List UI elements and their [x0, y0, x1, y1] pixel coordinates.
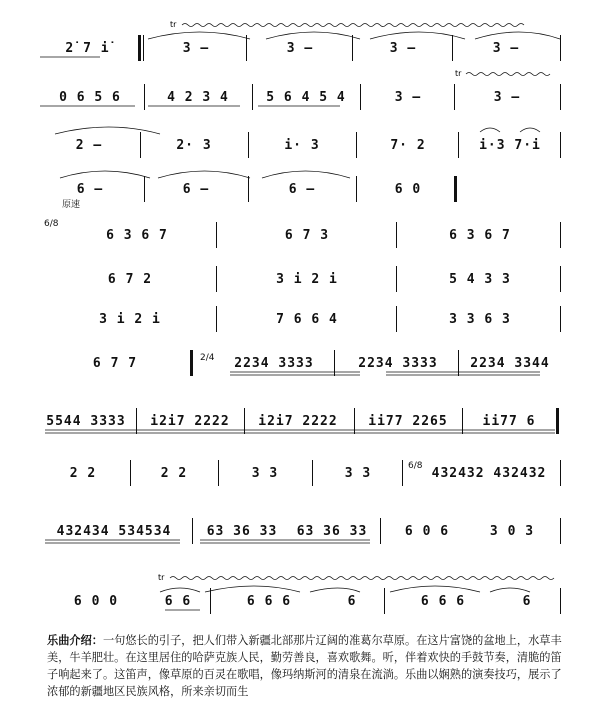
barline [560, 222, 561, 248]
measure-6-2: 3 i 2 i [276, 271, 338, 287]
measure-10-2: 2 2 [160, 465, 188, 481]
measure-4-4: 6 0 [394, 181, 422, 197]
measure-11-4: 6 0 6 [404, 523, 450, 539]
barline [216, 266, 217, 292]
score-row-12 [40, 573, 565, 618]
description-text: 一句悠长的引子，把人们带入新疆北部那片辽阔的准葛尔草原。在这片富饶的盆地上，水草丰美，牛羊肥壮。在这里居住的哈萨克族人民，勤劳善良，喜欢歌舞。听，伴着欢快的手鼓节奏，清脆的笛子响起来了。这笛声，像草原的百灵在歌唱，像玛纳斯河的清泉在流淌。乐曲以娴熟的演奏技巧，展示了浓郁的新疆地区民族风格，所来亲切而生 [47, 634, 562, 698]
barline [356, 132, 357, 158]
measure-12-2: 6 6 [164, 593, 192, 609]
barline [560, 266, 561, 292]
barline [560, 306, 561, 332]
barline [248, 132, 249, 158]
barline [380, 518, 381, 544]
measure-2-4: 3 – [394, 89, 422, 105]
measure-3-4: 7· 2 [390, 137, 426, 153]
svg-text:tr: tr [158, 573, 165, 582]
barline [130, 460, 131, 486]
measure-12-3: 6 6 6 [246, 593, 292, 609]
measure-10-5: 432432 432432 [431, 465, 547, 481]
measure-5-3: 6 3 6 7 [449, 227, 511, 243]
measure-10-4: 3 3 [344, 465, 372, 481]
barline [560, 35, 561, 61]
time-signature: 2/4 [200, 353, 215, 363]
barline [354, 408, 355, 434]
score-row-4 [40, 166, 565, 206]
barline [248, 176, 249, 202]
barline [396, 306, 397, 332]
score-row-3 [40, 122, 565, 162]
measure-5-2: 6 7 3 [284, 227, 330, 243]
measure-9-1: 5544 3333 [46, 413, 126, 429]
score-row-11 [40, 508, 565, 548]
barline [246, 35, 247, 61]
score-row-8 [40, 340, 565, 380]
barline [396, 222, 397, 248]
measure-8-1: 6 7 7 [92, 355, 138, 371]
measure-6-1: 6 7 2 [107, 271, 153, 287]
measure-1-2: 3 – [182, 40, 210, 56]
svg-text:tr: tr [455, 69, 462, 78]
barline [384, 588, 385, 614]
measure-12-6: 6 [522, 593, 532, 609]
measure-8-4: 2234 3344 [470, 355, 550, 371]
score-row-2 [40, 69, 565, 114]
measure-11-1: 432434 534534 [56, 523, 172, 539]
repeat-barline [138, 35, 141, 61]
repeat-barline [556, 408, 559, 434]
measure-11-3: 63 36 33 [296, 523, 368, 539]
svg-text:tr: tr [170, 20, 177, 29]
barline [244, 408, 245, 434]
score-row-10 [40, 450, 565, 490]
barline [452, 35, 453, 61]
barline [454, 176, 457, 202]
measure-11-2: 63 36 33 [206, 523, 278, 539]
measure-9-5: ii77 6 [482, 413, 536, 429]
measure-12-1: 6 0 0 [73, 593, 119, 609]
barline [252, 84, 253, 110]
measure-1-5: 3 – [492, 40, 520, 56]
measure-4-1: 6 – [76, 181, 104, 197]
barline [140, 132, 141, 158]
barline [352, 35, 353, 61]
barline [402, 460, 403, 486]
measure-10-1: 2 2 [69, 465, 97, 481]
score-row-1 [40, 20, 565, 65]
measure-1-1: 2̇ 7 i̇ [65, 40, 110, 56]
barline [356, 176, 357, 202]
description-title: 乐曲介绍： [47, 634, 103, 647]
measure-10-3: 3 3 [251, 465, 279, 481]
barline [454, 84, 455, 110]
measure-7-3: 3 3 6 3 [449, 311, 511, 327]
barline [192, 518, 193, 544]
measure-9-2: i2i7 2222 [150, 413, 230, 429]
time-signature: 6/8 [44, 219, 59, 229]
barline [360, 84, 361, 110]
barline [458, 350, 459, 376]
measure-2-3: 5 6 4 5 4 [266, 89, 346, 105]
barline [218, 460, 219, 486]
barline [462, 408, 463, 434]
measure-6-3: 5 4 3 3 [449, 271, 511, 287]
measure-2-1: 0 6 5 6 [59, 89, 121, 105]
barline [136, 408, 137, 434]
measure-3-2: 2· 3 [176, 137, 212, 153]
measure-3-5: i·3 7·i [479, 137, 541, 153]
measure-2-2: 4 2 3 4 [167, 89, 229, 105]
measure-3-3: i· 3 [284, 137, 320, 153]
score-row-9 [40, 398, 565, 438]
measure-1-3: 3 – [286, 40, 314, 56]
barline [144, 176, 145, 202]
barline [396, 266, 397, 292]
measure-4-2: 6 – [182, 181, 210, 197]
repeat-barline [190, 350, 193, 376]
measure-3-1: 2 – [75, 137, 103, 153]
barline [216, 306, 217, 332]
tempo-mark: 原速 [62, 200, 81, 210]
score-row-6 [40, 256, 565, 296]
barline [458, 132, 459, 158]
barline [312, 460, 313, 486]
score-row-5 [40, 212, 565, 252]
measure-8-2: 2234 3333 [234, 355, 314, 371]
measure-1-4: 3 – [389, 40, 417, 56]
barline [143, 35, 144, 61]
measure-12-4: 6 [347, 593, 357, 609]
measure-4-3: 6 – [288, 181, 316, 197]
barline [560, 460, 561, 486]
barline [334, 350, 335, 376]
measure-11-5: 3 0 3 [489, 523, 535, 539]
measure-8-3: 2234 3333 [358, 355, 438, 371]
measure-9-3: i2i7 2222 [258, 413, 338, 429]
barline [210, 588, 211, 614]
barline [560, 132, 561, 158]
time-signature: 6/8 [408, 461, 423, 471]
measure-7-2: 7 6 6 4 [276, 311, 338, 327]
measure-12-5: 6 6 6 [420, 593, 466, 609]
barline [560, 84, 561, 110]
score-row-7 [40, 296, 565, 336]
measure-9-4: ii77 2265 [368, 413, 448, 429]
measure-2-5: 3 – [493, 89, 521, 105]
barline [144, 84, 145, 110]
piece-description [47, 632, 567, 700]
measure-5-1: 6 3 6 7 [106, 227, 168, 243]
measure-7-1: 3 i 2 i [99, 311, 161, 327]
barline [216, 222, 217, 248]
barline [560, 518, 561, 544]
barline [560, 588, 561, 614]
